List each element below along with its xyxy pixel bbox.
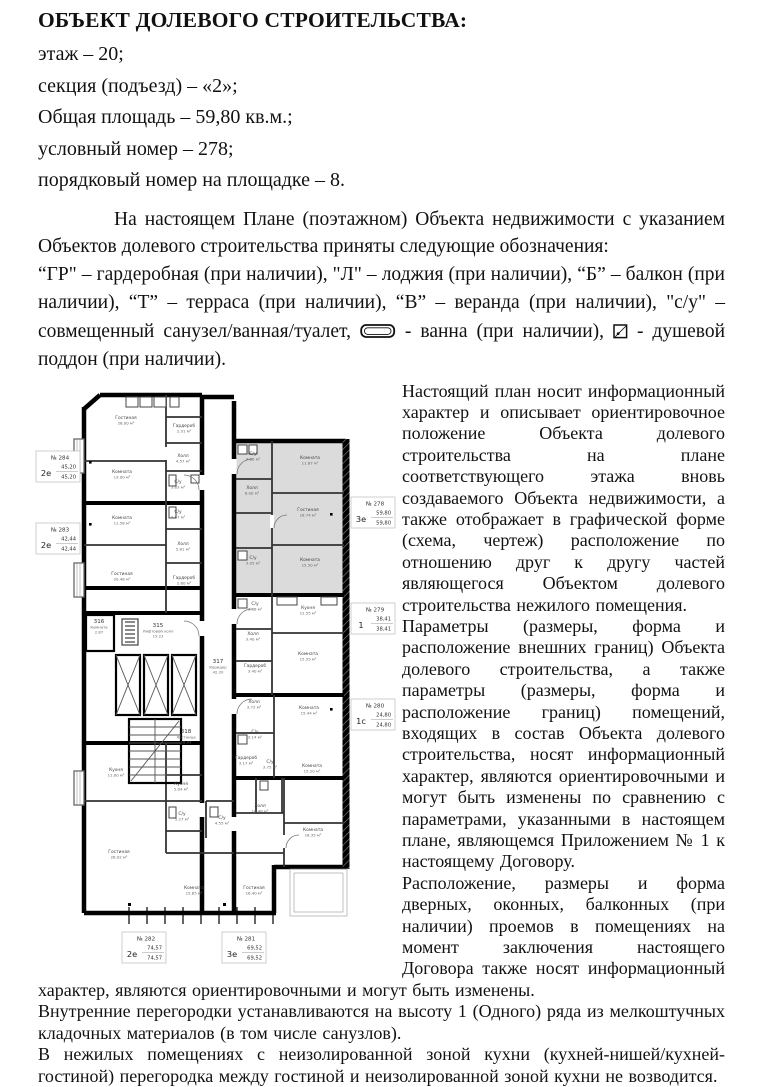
room-name: Гостиная [243,885,265,891]
room-name: Холл [177,453,189,459]
room-area: 2.80 м² [176,580,192,586]
room-name: Гардероб [243,663,267,669]
apartment-type: 1 [358,619,364,630]
object-line: порядковый номер на площадке – 8. [38,169,346,191]
room-name: Кухня [109,767,123,773]
room-name: С/у [266,759,274,765]
room-name: Гардероб [172,423,196,429]
room-name: Комната [298,651,318,657]
apartment-area-living: 24,80 [376,722,391,728]
apartment-number: № 283 [50,527,70,533]
apartment-label [351,699,395,730]
room-area: 15.44 м² [300,710,318,716]
apartment-area-living: 45,20 [61,474,76,480]
apartment-number: № 279 [365,607,385,613]
room-name: Комната [112,515,132,521]
room-name: Гостиная [115,415,137,421]
core-room-name: Лестница [176,734,196,740]
object-line: Общая площадь – 59,80 кв.м.; [38,106,293,128]
object-line: секция (подъезд) – «2»; [38,74,238,97]
room-area: 3.86 м² [245,456,261,462]
room-name: Комната [300,557,320,563]
core-room-number: 317 [212,658,224,665]
core-room-number: 316 [93,618,105,625]
room-area: 6.00 м² [244,490,260,496]
room-name: С/у [178,811,186,817]
apartment-area-total: 45,20 [61,464,76,470]
room-name: Комната [302,763,322,769]
room-area: 3.83 м² [170,484,186,490]
room-name: С/у [251,601,259,607]
room-name: Кухня [174,781,188,787]
object-line: этаж – 20; [38,43,124,65]
room-area: 15.55 м² [299,656,317,662]
room-area: 4.55 м² [214,820,230,826]
room-area: 2.31 м² [176,428,192,434]
apartment-number: № 282 [136,936,156,942]
legend-bath-text: - ванна (при наличии), [404,320,605,342]
apartment-label [122,932,166,963]
apartment-type: 3е [355,513,367,524]
room-area: 3.66 м² [247,606,263,612]
room-name: Холл [248,699,260,705]
apartment-type: 1с [356,715,366,726]
room-area: 5.81 м² [175,546,191,552]
apartment-type: 3е [226,948,238,959]
core-room-area: 16.03 [180,739,192,745]
room-area: 20.48 м² [113,576,131,582]
apartment-area-total: 74,57 [147,945,162,951]
room-area: 3.75 м² [262,764,278,770]
room-area: 11.58 м² [113,520,131,526]
apartment-area-total: 38,41 [376,616,391,622]
room-name: Холл [247,631,259,637]
apartment-area-living: 38,41 [376,626,391,632]
floor-plan-figure [34,383,396,980]
legend-shower-text: - душевой поддон (при наличии). [38,320,726,370]
body-paragraph: Расположение, размеры и форма дверных, оконных, балконных (при наличии) проемов в помещениях на момент заключения настоящего Договора также носят информационный характер, являются ориентировочными и могут быть изменены. [38,872,725,1000]
room-name: Комната [184,885,204,891]
room-name: Гостиная [111,571,133,577]
apartment-number: № 280 [365,703,385,709]
shower-tray-icon [613,324,628,339]
core-room-name: Коридор [209,664,227,670]
apartment-label [36,523,80,554]
room-name: Холл [254,803,266,809]
room-name: С/у [174,509,182,515]
room-name: С/у [249,451,257,457]
room-area: 16.40 м² [245,890,263,896]
body-paragraph: Внутренние перегородки устанавливаются на высоту 1 (Одного) ряда из мелкоштучных кладочных материалов (в том числе санузлов). [38,1001,725,1043]
apartment-type: 2е [126,948,138,959]
plan-and-text-section [38,381,725,1087]
room-area: 4.57 м² [175,458,191,464]
body-paragraph: Настоящий план носит информационный характер и описывает ориентировочное положение Объекта долевого строительства на плане соответствующего этажа вновь создаваемого Объекта недвижимости, а также отображает в графической форме (схема, чертеж) расположение по отношению друг к другу частей являющегося Объектом долевого строительства нежилого помещения. [402,380,725,615]
room-area: 18.35 м² [304,832,322,838]
room-area: 28.00 м² [117,420,135,426]
apartment-label [351,497,395,528]
apartment-278-highlight [236,443,344,593]
room-name: Комната [303,827,323,833]
apartment-area-total: 42,44 [61,536,76,542]
room-name: Гардероб [234,755,258,761]
room-name: Гостиная [108,849,130,855]
legend-paragraph [38,261,725,375]
apartment-number: № 284 [50,455,70,461]
bathtub-icon [360,323,396,339]
room-name: Гардероб [172,575,196,581]
floor-plan [34,383,396,980]
room-area: 28.02 м² [110,854,128,860]
room-area: 3.17 м² [238,760,254,766]
room-name: С/у [251,729,259,735]
room-name: Комната [300,455,320,461]
intro-paragraph: На настоящем Плане (поэтажном) Объекта недвижимости с указанием Объектов долевого строительства приняты следующие обозначения: [38,208,725,257]
apartment-number: № 278 [365,501,385,507]
room-area: 3.05 м² [245,560,261,566]
core-room-area: 15.23 [152,633,164,639]
apartment-area-living: 74,57 [147,955,162,961]
core-room-number: 315 [152,622,164,629]
room-area: 11.87 м² [301,460,319,466]
room-area: 13.00 м² [113,474,131,480]
room-name: Кухня [301,605,315,611]
apartment-area-total: 69,52 [247,945,262,951]
room-name: Комната [299,705,319,711]
legend-text: “ГР" – гардеробная (при наличии), "Л" – лоджия (при наличии), “Б” – балкон (при наличии), “Т” – терраса (при наличии), “В” – веранда (при наличии), "с/у" – совмещенный санузел/ванная/туалет, [38,263,725,342]
room-name: С/у [249,555,257,561]
object-lines [38,39,725,197]
core-room-name: Лифтовой холл [142,628,174,634]
apartment-area-living: 42,44 [61,546,76,552]
room-area: 5.27 м² [174,816,190,822]
room-area: 3.40 м² [247,668,263,674]
room-area: 11.00 м² [107,772,125,778]
room-area: 3.14 м² [247,734,263,740]
apartment-label [351,603,395,634]
apartment-type: 2е [40,467,52,478]
room-area: 15.65 м² [185,890,203,896]
apartment-area-living: 69,52 [247,955,262,961]
room-name: Гостиная [297,507,319,513]
room-area: 15.30 м² [301,562,319,568]
room-name: С/у [174,479,182,485]
apartment-area-total: 59,80 [376,510,391,516]
room-name: Холл [246,485,258,491]
apartment-label [36,451,80,482]
room-name: С/у [218,815,226,821]
room-area: 5.04 м² [173,786,189,792]
apartment-number: № 281 [236,936,256,942]
apartment-area-total: 24,80 [376,712,391,718]
body-paragraph: В нежилых помещениях с неизолированной зоной кухни (кухней-нишей/кухней-гостиной) перегородка между гостиной и неизолированной зоной кухни не возводится. [38,1044,725,1086]
room-area: 12.55 м² [299,610,317,616]
room-area: 18.74 м² [299,512,317,518]
core-room-area: 2.87 [94,629,104,635]
core-room-area: 42.20 [212,669,224,675]
page-title: ОБЪЕКТ ДОЛЕВОГО СТРОИТЕЛЬСТВА: [38,8,468,32]
core-room-number: 318 [180,728,192,735]
core-room-name: Комната [90,624,108,630]
apartment-label [222,932,266,963]
room-area: 3.40 м² [245,636,261,642]
room-area: 3.72 м² [246,704,262,710]
apartment-area-living: 59,80 [376,520,391,526]
room-area: 3.67 м² [170,514,186,520]
body-paragraph: Параметры (размеры, форма и расположение внешних границ) Объекта долевого строительства, а также параметры (размеры, форма и расположение границ) помещений, входящих в состав Объекта долевого строительства, носят информационный характер, являются ориентировочными и могут быть изменены по сравнению с параметрами, указанными в настоящем плане, являющемся Приложением № 1 к настоящему Договору. [402,615,725,872]
room-name: Комната [112,469,132,475]
room-area: 15.20 м² [303,768,321,774]
apartment-type: 2е [40,539,52,550]
room-area: 10.48 м² [251,808,269,814]
room-name: Холл [177,541,189,547]
object-line: условный номер – 278; [38,137,234,160]
